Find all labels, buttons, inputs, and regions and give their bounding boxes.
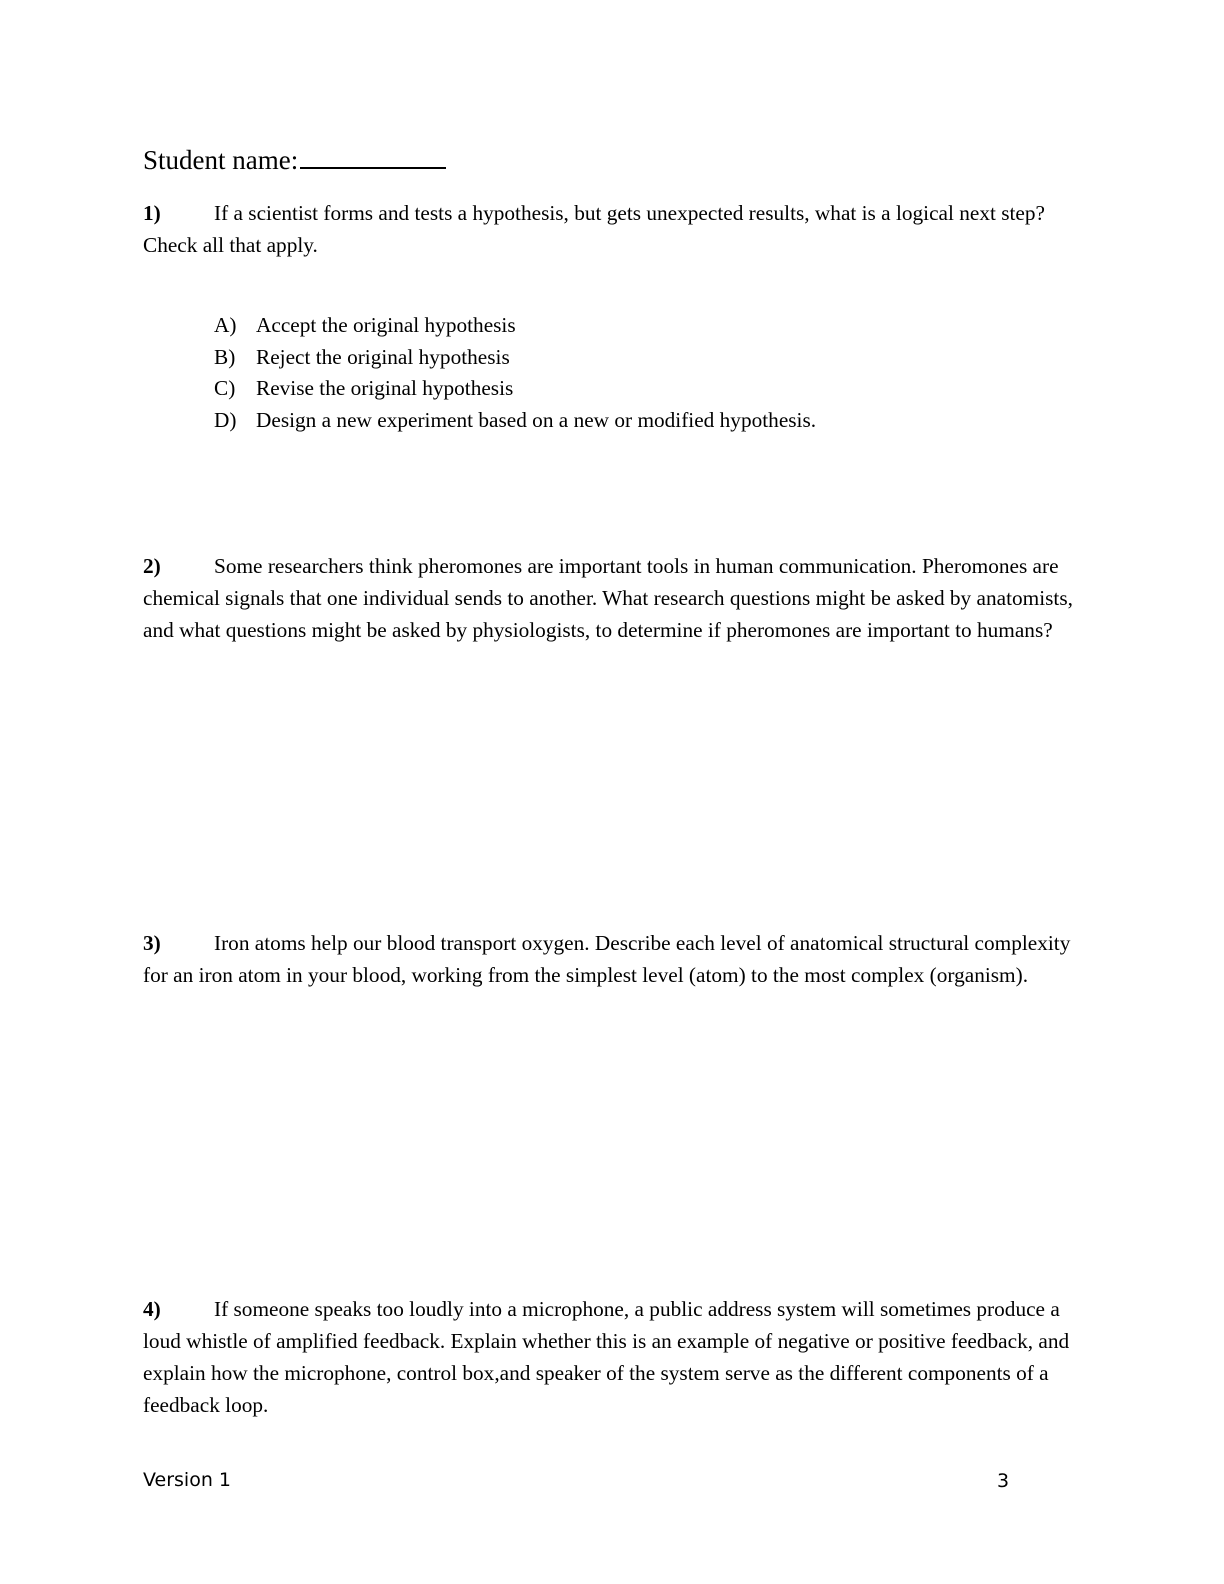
question-1	[143, 197, 1073, 261]
option-b[interactable]	[214, 342, 816, 374]
option-d[interactable]	[214, 405, 816, 437]
question-text: Some researchers think pheromones are important tools in human communication. Pheromones are chemical signals that one individual sends to another. What research questions might be asked by anatomists, and what questions might be asked by physiologists, to determine if pheromones are important to humans?	[143, 554, 1073, 642]
question-text: Iron atoms help our blood transport oxygen. Describe each level of anatomical structural complexity for an iron atom in your blood, working from the simplest level (atom) to the most complex (organism).	[143, 931, 1071, 987]
question-4	[143, 1293, 1073, 1421]
student-name-blank-line[interactable]	[300, 143, 446, 169]
question-1-options	[214, 310, 816, 436]
option-text: Reject the original hypothesis	[256, 344, 510, 369]
option-letter: A)	[214, 313, 237, 337]
student-name-label: Student name:	[143, 145, 299, 175]
question-text: If someone speaks too loudly into a microphone, a public address system will sometimes produce a loud whistle of amplified feedback. Explain whether this is an example of negative or positive feedback, and explain how the microphone, control box,and speaker of the system serve as the different components of a feedback loop.	[143, 1297, 1070, 1417]
option-text: Revise the original hypothesis	[256, 376, 514, 400]
question-number: 4)	[143, 1297, 161, 1321]
footer-page-number: 3	[997, 1470, 1010, 1492]
student-name-field	[143, 140, 446, 180]
question-number: 1)	[143, 201, 161, 225]
option-letter: C)	[214, 376, 236, 400]
option-text: Accept the original hypothesis	[256, 313, 516, 337]
option-a[interactable]	[214, 310, 816, 342]
option-letter: D)	[214, 407, 237, 432]
footer-version-label: Version 1	[143, 1469, 231, 1491]
option-text: Design a new experiment based on a new or modified hypothesis.	[256, 407, 817, 432]
option-letter: B)	[214, 344, 236, 369]
question-text: If a scientist forms and tests a hypothesis, but gets unexpected results, what is a logical next step? Check all that apply.	[143, 201, 1045, 257]
question-number: 3)	[143, 931, 161, 955]
question-2	[143, 550, 1073, 646]
question-3	[143, 927, 1073, 991]
option-c[interactable]	[214, 373, 816, 405]
question-number: 2)	[143, 554, 161, 578]
